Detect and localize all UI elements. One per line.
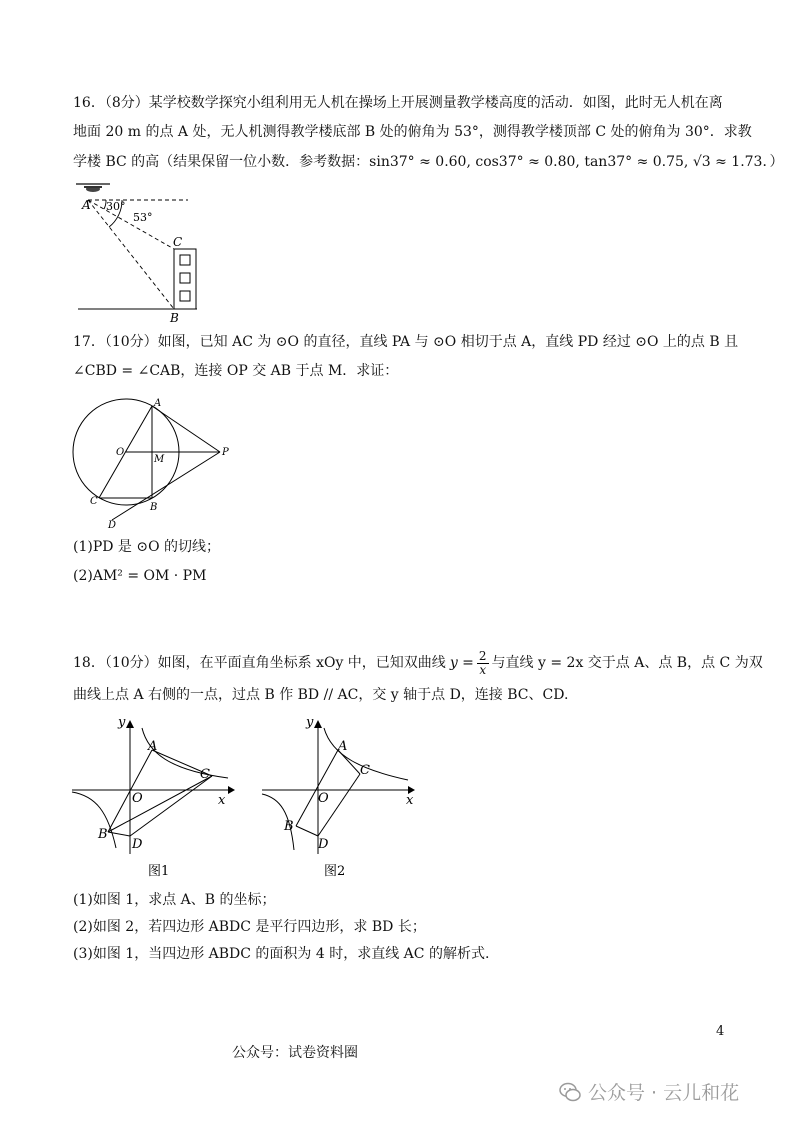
q18-part-1: (1)如图 1，求点 A、B 的坐标； (73, 892, 276, 908)
label-B: B (170, 311, 179, 325)
page-number: 4 (716, 1024, 725, 1039)
q18-line-1-after: 与直线 y = 2x 交于点 A、点 B，点 C 为双 (491, 654, 763, 671)
label-D: D (108, 520, 117, 531)
q16-figure (70, 175, 230, 325)
label-B: B (150, 502, 158, 513)
q18-line-1 (73, 649, 763, 676)
label-C: C (200, 767, 210, 782)
watermark-text: 公众号 · 云儿和花 (588, 1082, 740, 1104)
label-O: O (116, 447, 125, 458)
label-x: x (218, 793, 226, 808)
q17-line-2: ∠CBD = ∠CAB，连接 OP 交 AB 于点 M．求证： (73, 363, 399, 379)
q18-eq-lhs: y = (449, 654, 474, 671)
q18-line-2: 曲线上点 A 右侧的一点，过点 B 作 BD // AC，交 y 轴于点 D，连接 BC、CD. (73, 687, 569, 703)
q18-fraction (477, 650, 489, 677)
q16-line-3: 学楼 BC 的高（结果保留一位小数．参考数据：sin37° ≈ 0.60, cos37° ≈ 0.80, tan37° ≈ 0.75, √3 ≈ 1.73．） (73, 154, 784, 170)
label-y: y (118, 715, 126, 730)
drone-icon (76, 184, 110, 192)
label-B: B (98, 827, 108, 842)
label-x: x (406, 793, 414, 808)
label-53: 53° (133, 211, 153, 224)
label-y: y (306, 715, 314, 730)
q16-line-2: 地面 20 m 的点 A 处，无人机测得教学楼底部 B 处的俯角为 53°，测得教学楼顶部 C 处的俯角为 30°．求教 (73, 124, 752, 140)
label-A: A (82, 198, 91, 212)
label-O: O (318, 791, 329, 806)
q18-part-2: (2)如图 2，若四边形 ABDC 是平行四边形，求 BD 长； (73, 919, 426, 935)
q18-line-1-before: 18．（10分）如图，在平面直角坐标系 xOy 中，已知双曲线 (73, 654, 446, 671)
label-C: C (90, 496, 98, 507)
q18-frac-num: 2 (478, 649, 487, 663)
label-D: D (318, 837, 329, 852)
q18-figure-2 (258, 712, 428, 880)
label-M: M (154, 454, 165, 465)
q18-figure-1 (68, 712, 238, 880)
label-D: D (132, 837, 143, 852)
q17-part-2: (2)AM² = OM · PM (73, 568, 207, 584)
q18-part-3: (3)如图 1，当四边形 ABDC 的面积为 4 时，求直线 AC 的解析式. (73, 946, 490, 962)
q17-part-1: (1)PD 是 ⊙O 的切线； (73, 539, 221, 555)
label-C: C (173, 235, 183, 249)
label-A: A (154, 398, 162, 409)
wechat-icon (558, 1080, 582, 1104)
watermark (558, 1078, 739, 1105)
label-O: O (132, 791, 143, 806)
label-B: B (284, 819, 294, 834)
q17-figure (70, 392, 240, 532)
footer-text: 公众号：试卷资料圈 (232, 1045, 358, 1061)
fig2-caption: 图2 (324, 864, 346, 879)
label-A: A (148, 739, 158, 754)
label-30: 30° (106, 200, 126, 213)
label-A: A (338, 739, 348, 754)
q17-line-1: 17．（10分）如图，已知 AC 为 ⊙O 的直径，直线 PA 与 ⊙O 相切于点 A，直线 PD 经过 ⊙O 上的点 B 且 (73, 334, 739, 350)
q18-frac-den: x (479, 663, 487, 677)
q16-line-1: 16．（8分）某学校数学探究小组利用无人机在操场上开展测量教学楼高度的活动．如图，此时无人机在离 (73, 95, 723, 111)
label-C: C (360, 763, 370, 778)
label-P: P (222, 447, 229, 458)
fig1-caption: 图1 (148, 864, 170, 879)
